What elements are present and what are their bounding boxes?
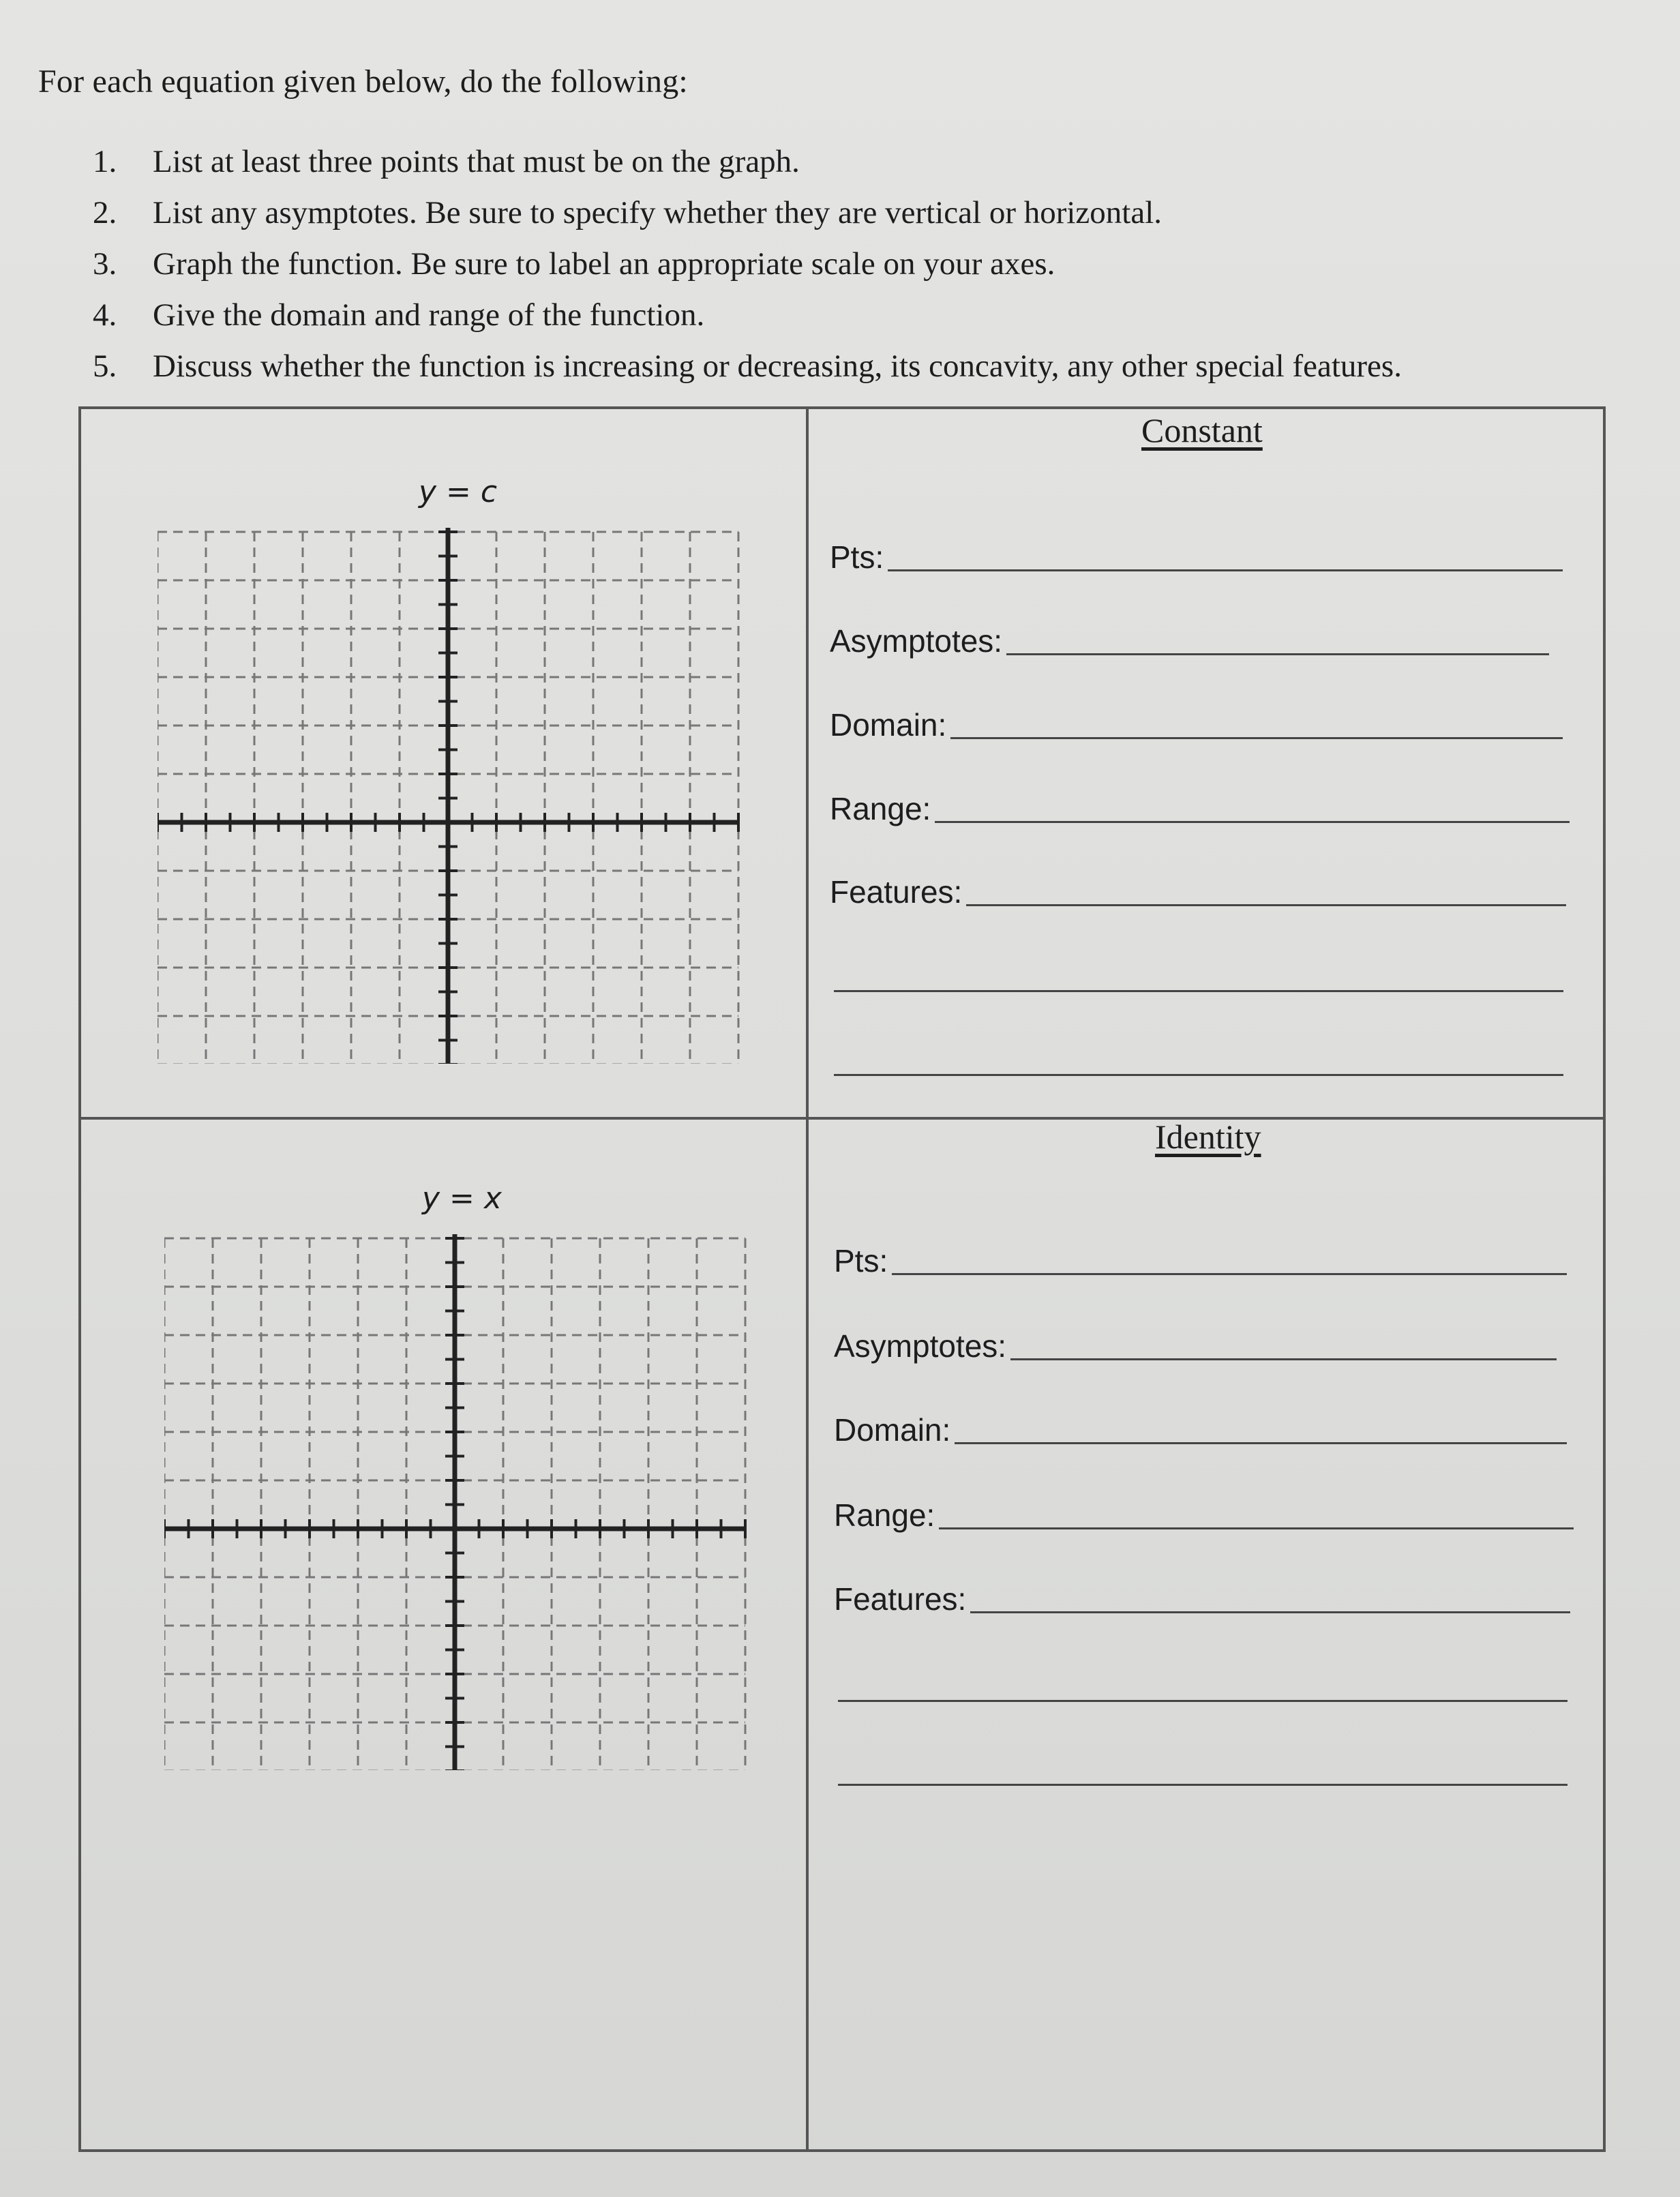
- asymptotes-field-identity[interactable]: Asymptotes:: [834, 1328, 1557, 1364]
- answer-line[interactable]: [966, 904, 1566, 906]
- coordinate-grid-constant[interactable]: [158, 518, 744, 1064]
- features-field-constant[interactable]: Features:: [830, 873, 1566, 910]
- pts-field-constant[interactable]: Pts:: [830, 539, 1563, 576]
- features-extra-line[interactable]: [834, 990, 1563, 992]
- answer-line[interactable]: [935, 821, 1570, 823]
- worksheet-table: [78, 406, 1606, 2152]
- instruction-step: 4. Give the domain and range of the function.: [93, 297, 705, 333]
- row-divider: [81, 1117, 1603, 1120]
- features-extra-line[interactable]: [838, 1784, 1567, 1786]
- range-field-identity[interactable]: Range:: [834, 1497, 1574, 1534]
- equation-identity: y = x: [422, 1181, 502, 1216]
- column-divider: [806, 409, 809, 2149]
- answer-line[interactable]: [939, 1527, 1574, 1529]
- features-extra-line[interactable]: [834, 1074, 1563, 1076]
- domain-field-constant[interactable]: Domain:: [830, 706, 1563, 743]
- instruction-step: 3. Graph the function. Be sure to label an appropriate scale on your axes.: [93, 246, 1055, 282]
- answer-line[interactable]: [888, 569, 1563, 571]
- domain-field-identity[interactable]: Domain:: [834, 1411, 1567, 1448]
- asymptotes-field-constant[interactable]: Asymptotes:: [830, 623, 1549, 659]
- instructions-list: [93, 136, 1402, 392]
- pts-field-identity[interactable]: Pts:: [834, 1242, 1567, 1279]
- section-title-identity: Identity: [1155, 1118, 1261, 1156]
- equation-constant: y = c: [419, 475, 498, 509]
- answer-line[interactable]: [970, 1611, 1570, 1613]
- instruction-step: 5. Discuss whether the function is increasing or decreasing, its concavity, any other special features.: [93, 348, 1402, 384]
- coordinate-grid-identity[interactable]: [164, 1225, 751, 1770]
- instruction-step: 1. List at least three points that must be on the graph.: [93, 144, 800, 179]
- range-field-constant[interactable]: Range:: [830, 790, 1570, 827]
- instructions-intro: For each equation given below, do the following:: [38, 63, 688, 100]
- answer-line[interactable]: [950, 737, 1563, 739]
- answer-line[interactable]: [892, 1273, 1567, 1275]
- features-extra-line[interactable]: [838, 1700, 1567, 1702]
- answer-line[interactable]: [955, 1442, 1567, 1444]
- instruction-step: 2. List any asymptotes. Be sure to specify whether they are vertical or horizontal.: [93, 195, 1162, 230]
- section-title-constant: Constant: [1141, 411, 1263, 449]
- answer-line[interactable]: [1006, 653, 1549, 655]
- features-field-identity[interactable]: Features:: [834, 1581, 1570, 1617]
- answer-line[interactable]: [1010, 1358, 1557, 1360]
